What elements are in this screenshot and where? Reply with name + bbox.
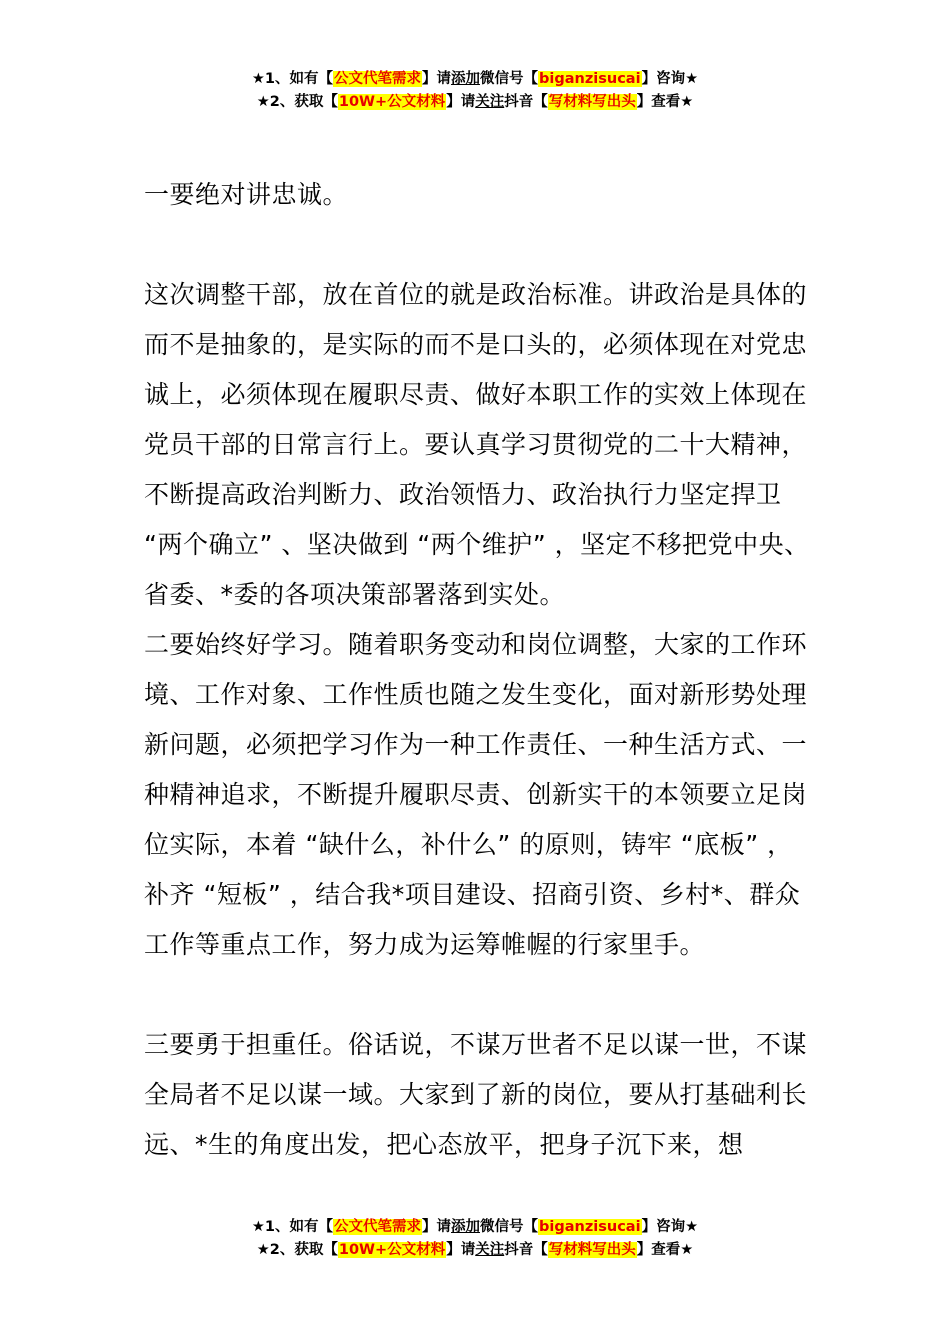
highlight-materials: 10W+公文材料: [338, 94, 446, 110]
paragraph-4: 三要勇于担重任。俗话说，不谋万世者不足以谋一世，不谋全局者不足以谋一域。大家到了新的岗位，要从打基础利长远、*生的角度出发，把心态放平，把身子沉下来，想: [144, 1030, 808, 1159]
blank-line: [144, 220, 816, 270]
paragraph-1: 一要绝对讲忠诚。: [144, 180, 349, 209]
header-banner: [0, 68, 950, 114]
highlight-service: 公文代笔需求: [334, 1219, 422, 1235]
document-body: [144, 170, 816, 1170]
footer-banner: [0, 1216, 950, 1262]
banner-line-2: ★2、获取【10W+公文材料】请关注抖音【写材料写出头】查看★: [256, 1242, 694, 1258]
banner-line-1: ★1、如有【公文代笔需求】请添加微信号【biganzisucai】咨询★: [251, 71, 699, 87]
paragraph-3: 二要始终好学习。随着职务变动和岗位调整，大家的工作环境、工作对象、工作性质也随之发生变化，面对新形势处理新问题，必须把学习作为一种工作责任、一种生活方式、一种精神追求，不断提升履职尽责、创新实干的本领要立足岗位实际，本着 “缺什么，补什么” 的原则，铸牢 “底板” ，补齐 “短板” ，结合我*项目建设、招商引资、乡村*、群众工作等重点工作，努力成为运筹帷幄的行家里手。: [144, 630, 808, 959]
banner-line-1: ★1、如有【公文代笔需求】请添加微信号【biganzisucai】咨询★: [251, 1219, 699, 1235]
paragraph-2: 这次调整干部，放在首位的就是政治标准。讲政治是具体的而不是抽象的，是实际的而不是口头的，必须体现在对党忠诚上，必须体现在履职尽责、做好本职工作的实效上体现在党员干部的日常言行上。要认真学习贯彻党的二十大精神，不断提高政治判断力、政治领悟力、政治执行力坚定捍卫 “两个确立” 、坚决做到 “两个维护” ，坚定不移把党中央、省委、*委的各项决策部署落到实处。: [144, 280, 810, 609]
highlight-materials: 10W+公文材料: [338, 1242, 446, 1258]
blank-line: [144, 970, 816, 1020]
highlight-wechat-id: biganzisucai: [539, 1219, 641, 1235]
highlight-wechat-id: biganzisucai: [539, 71, 641, 87]
highlight-douyin: 写材料写出头: [548, 1242, 636, 1258]
banner-line-2: ★2、获取【10W+公文材料】请关注抖音【写材料写出头】查看★: [256, 94, 694, 110]
highlight-service: 公文代笔需求: [334, 71, 422, 87]
highlight-douyin: 写材料写出头: [548, 94, 636, 110]
